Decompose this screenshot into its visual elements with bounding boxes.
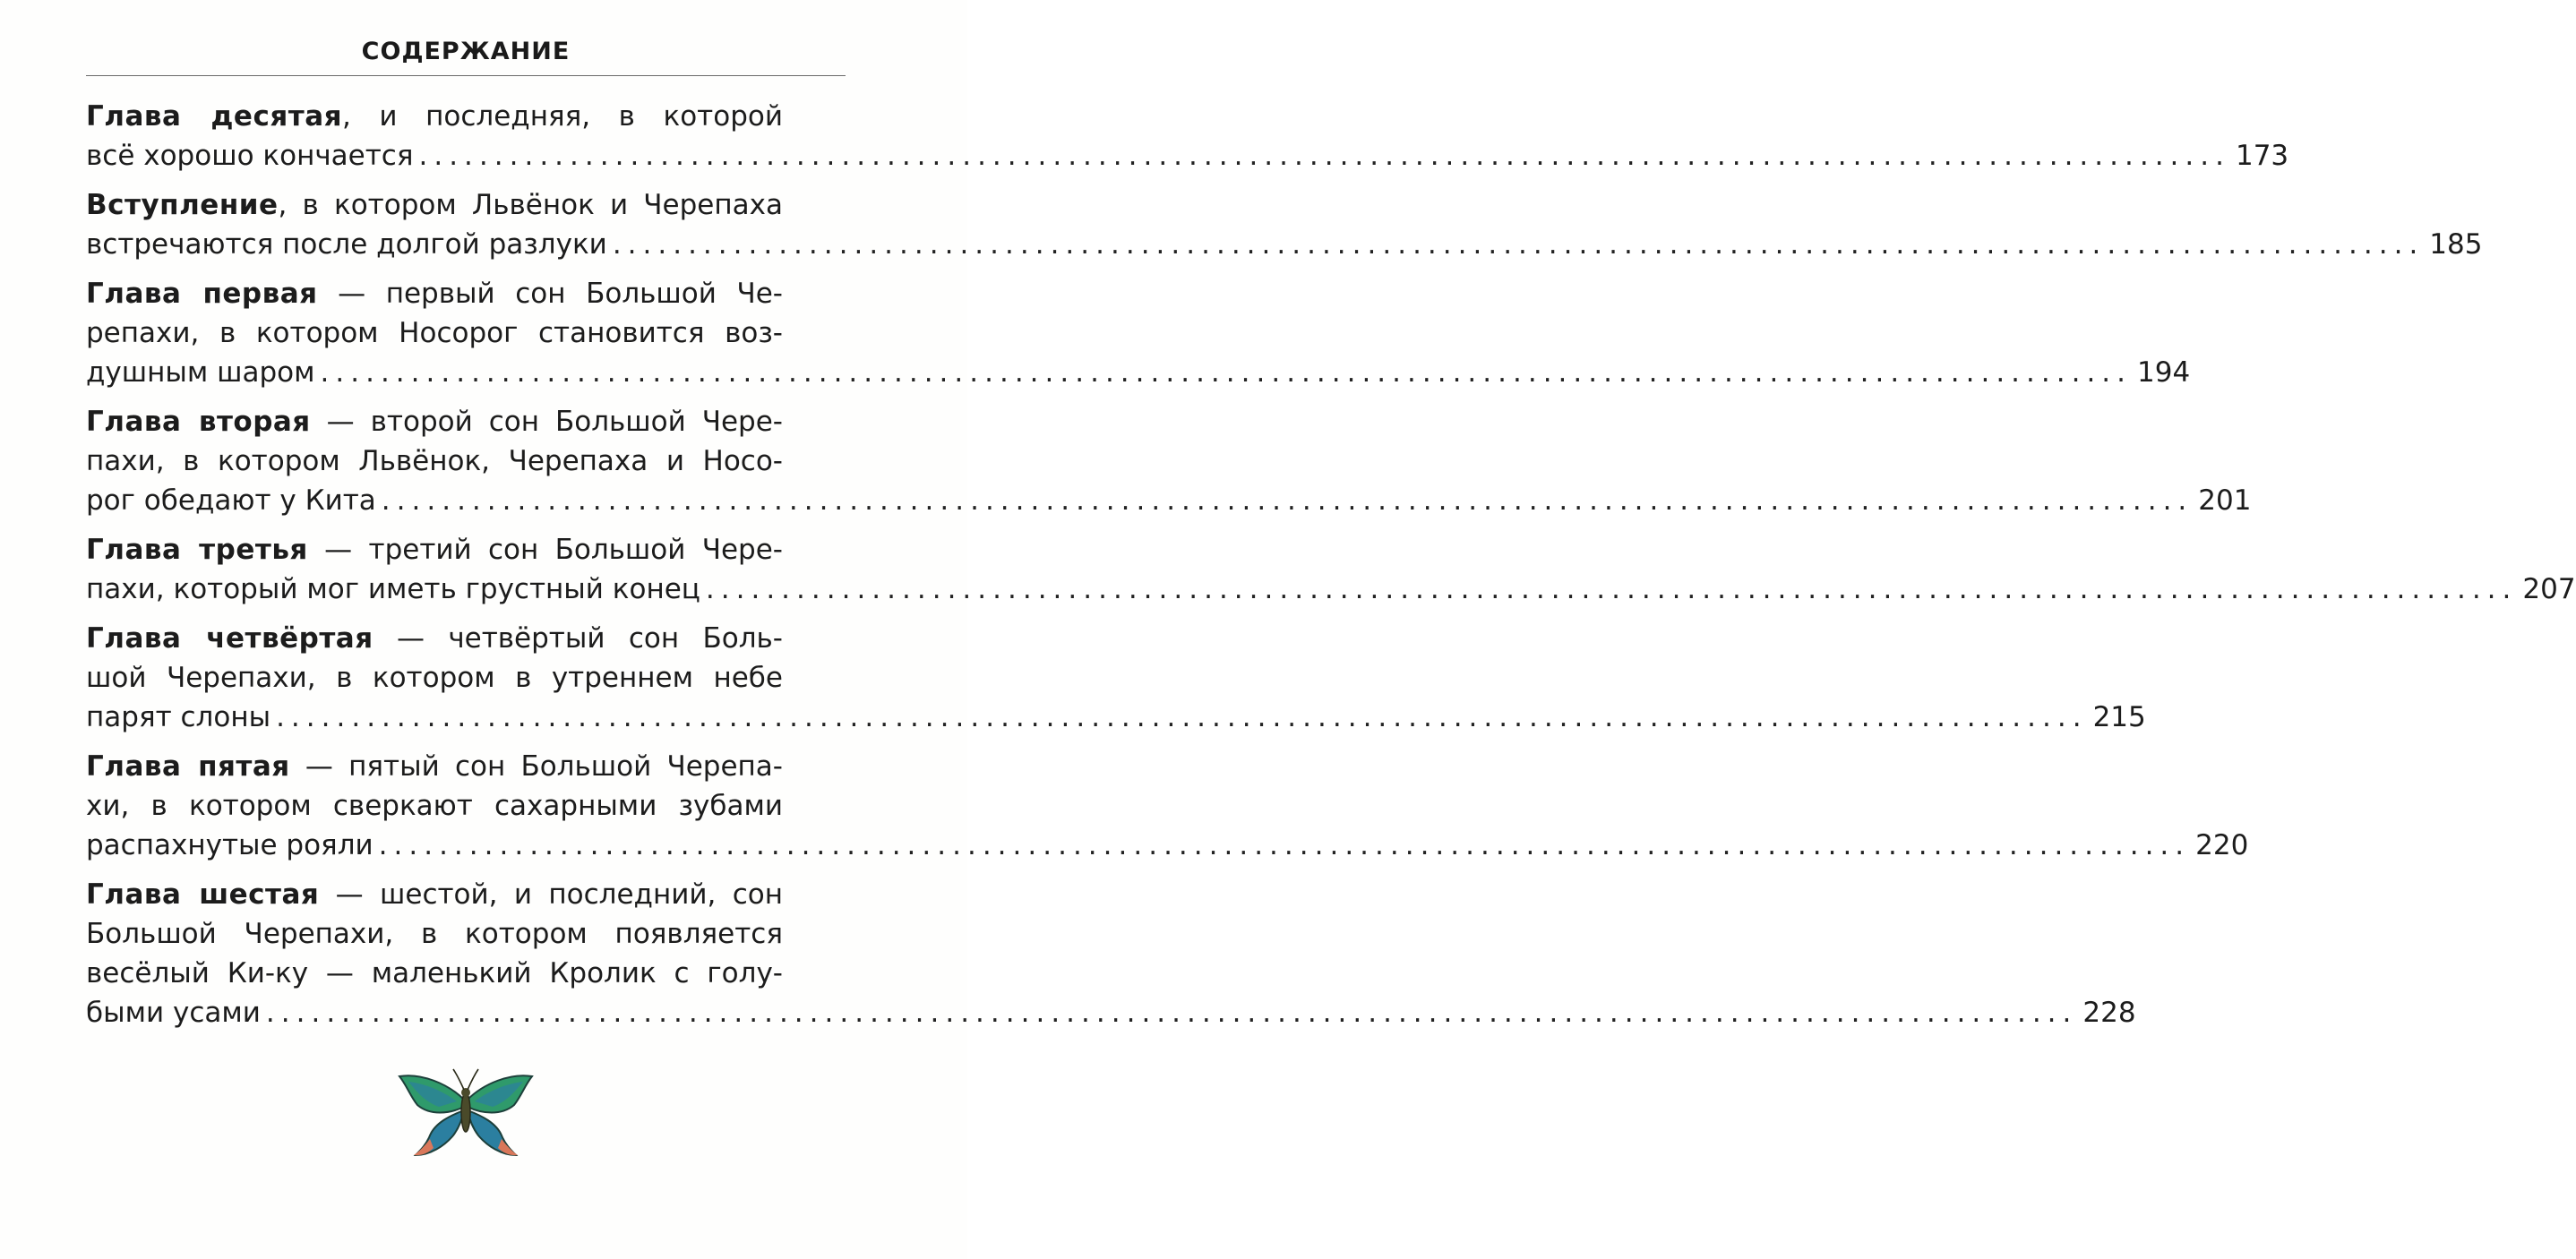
dot-leader: ........................................................................................................................ bbox=[276, 701, 2088, 733]
toc-entry-heading: Глава вторая bbox=[86, 406, 311, 438]
toc-entry bbox=[86, 274, 2191, 392]
toc-entry-text: , в котором Львёнок и Черепаха bbox=[278, 189, 783, 221]
toc-entry-heading: Глава третья bbox=[86, 534, 308, 566]
toc-entry-text: распахнутые рояли bbox=[86, 829, 374, 861]
toc-entry-last-line bbox=[86, 826, 2249, 865]
toc-entry-last-line bbox=[86, 698, 2146, 737]
toc-entry-text: — второй сон Большой Чере- bbox=[310, 406, 783, 438]
toc-entry-text: — первый сон Большой Че- bbox=[317, 278, 783, 310]
table-of-contents bbox=[86, 97, 2576, 1042]
toc-entry-last-line bbox=[86, 353, 2191, 392]
toc-entry-text: всё хорошо кончается bbox=[86, 140, 414, 172]
page-number: 228 bbox=[2082, 997, 2136, 1029]
page-number: 201 bbox=[2198, 484, 2252, 517]
toc-entry bbox=[86, 185, 2483, 264]
toc-entry-text: рог обедают у Кита bbox=[86, 484, 376, 517]
toc-entry bbox=[86, 97, 2289, 176]
toc-entry-line bbox=[86, 619, 783, 658]
toc-entry-line bbox=[86, 747, 783, 786]
page-number: 185 bbox=[2429, 228, 2483, 261]
toc-entry-text: — третий сон Большой Чере- bbox=[307, 534, 783, 566]
dot-leader: ........................................................................................................................ bbox=[418, 140, 2230, 172]
toc-entry-heading: Глава пятая bbox=[86, 750, 290, 783]
toc-entry-line bbox=[86, 875, 783, 914]
toc-entry-text: быми усами bbox=[86, 997, 261, 1029]
toc-entry-line: репахи, в котором Носорог становится воз- bbox=[86, 317, 783, 349]
toc-entry-line bbox=[86, 97, 783, 136]
dot-leader: ........................................................................................................................ bbox=[381, 484, 2194, 517]
toc-entry-text: душным шаром bbox=[86, 356, 315, 389]
toc-entry-heading: Глава десятая bbox=[86, 100, 343, 133]
page-number: 215 bbox=[2092, 701, 2146, 733]
page-title: СОДЕРЖАНИЕ bbox=[361, 38, 571, 65]
dot-leader: ........................................................................................................................ bbox=[320, 356, 2133, 389]
toc-entry-text: — четвёртый сон Боль- bbox=[373, 622, 783, 655]
toc-entry-last-line bbox=[86, 225, 2483, 264]
dot-leader: ........................................................................................................................ bbox=[612, 228, 2425, 261]
dot-leader: ........................................................................................................................ bbox=[378, 829, 2191, 861]
toc-entry-last-line bbox=[86, 570, 2576, 609]
toc-entry-text: парят слоны bbox=[86, 701, 271, 733]
toc-entry-line: шой Черепахи, в котором в утреннем небе bbox=[86, 662, 783, 694]
toc-entry-last-line bbox=[86, 993, 2136, 1032]
dot-leader: ........................................................................................................................ bbox=[705, 573, 2518, 605]
toc-entry-last-line bbox=[86, 481, 2252, 520]
toc-entry-text: — шестой, и последний, сон bbox=[319, 878, 783, 911]
toc-entry-text: , и последняя, в которой bbox=[342, 100, 783, 133]
page-number: 207 bbox=[2522, 573, 2576, 605]
toc-entry-line bbox=[86, 402, 783, 441]
toc-entry-line bbox=[86, 530, 783, 570]
page-number: 194 bbox=[2137, 356, 2191, 389]
toc-entry-text: встречаются после долгой разлуки bbox=[86, 228, 607, 261]
toc-entry-heading: Глава первая bbox=[86, 278, 318, 310]
page-number: 220 bbox=[2195, 829, 2249, 861]
dot-leader: ........................................................................................................................ bbox=[265, 997, 2078, 1029]
toc-entry-last-line bbox=[86, 136, 2289, 176]
toc-entry-heading: Вступление bbox=[86, 189, 279, 221]
toc-entry-text: пахи, который мог иметь грустный конец bbox=[86, 573, 700, 605]
toc-entry-line: пахи, в котором Львёнок, Черепаха и Носо- bbox=[86, 445, 783, 477]
butterfly-icon bbox=[394, 1066, 537, 1164]
toc-entry-line bbox=[86, 185, 783, 225]
toc-entry-text: — пятый сон Большой Черепа- bbox=[289, 750, 783, 783]
toc-entry-heading: Глава шестая bbox=[86, 878, 320, 911]
toc-entry bbox=[86, 875, 2136, 1032]
toc-entry bbox=[86, 747, 2249, 865]
toc-entry bbox=[86, 619, 2146, 737]
toc-entry bbox=[86, 530, 2576, 609]
page-number: 173 bbox=[2235, 140, 2289, 172]
title-rule bbox=[86, 75, 846, 76]
toc-entry-line: весёлый Ки-ку — маленький Кролик с голу- bbox=[86, 957, 783, 989]
toc-entry-heading: Глава четвёртая bbox=[86, 622, 374, 655]
toc-entry-line: хи, в котором сверкают сахарными зубами bbox=[86, 790, 783, 822]
toc-entry bbox=[86, 402, 2252, 520]
toc-entry-line bbox=[86, 274, 783, 313]
toc-entry-line: Большой Черепахи, в котором появляется bbox=[86, 918, 783, 950]
